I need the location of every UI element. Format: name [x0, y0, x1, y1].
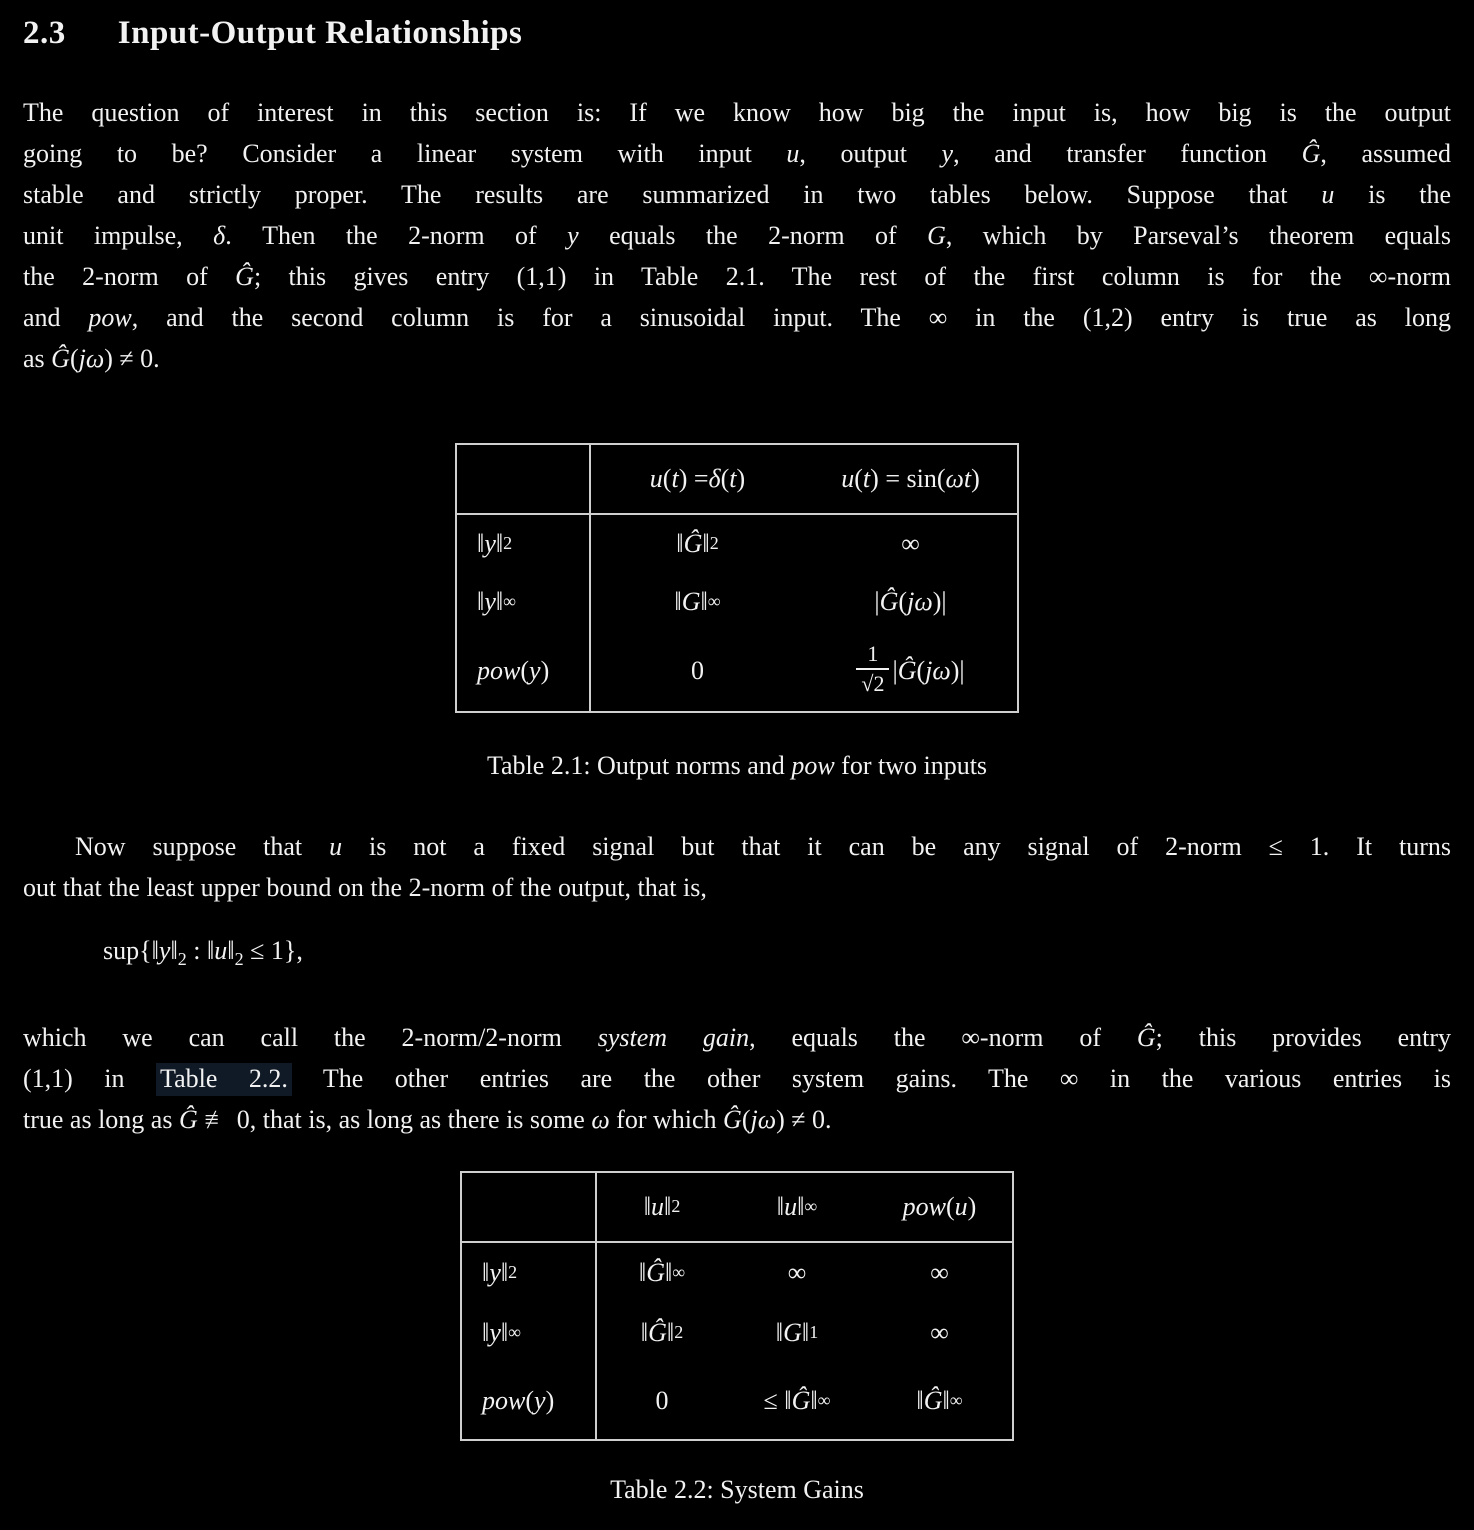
- paragraph-sup-intro: [23, 826, 1451, 908]
- text-segment: ‖: [702, 528, 710, 558]
- table-2-1-caption: [23, 745, 1451, 786]
- text-segment: ∞: [787, 1257, 807, 1287]
- text-segment: pow: [902, 1191, 946, 1221]
- text-segment: ‖: [500, 1257, 509, 1287]
- text-segment: Table 2.1: Output norms and: [486, 750, 792, 780]
- text-segment: ∞: [508, 1322, 522, 1343]
- text-segment: 2: [671, 1196, 681, 1217]
- text-segment: ∞: [707, 591, 721, 612]
- text-segment: (: [520, 655, 530, 685]
- fraction-denominator: √2: [856, 668, 889, 695]
- t21-corner-cell: [457, 445, 591, 515]
- text-segment: 2: [503, 533, 513, 554]
- text-segment: stable and strictly proper. The results are summarized in two tables below. Suppose that: [23, 179, 1322, 209]
- text-line: [23, 867, 1451, 908]
- text-segment: y: [534, 1385, 546, 1415]
- text-segment: u: [214, 935, 228, 965]
- text-segment: u: [649, 463, 663, 493]
- text-segment: sup{‖: [103, 935, 159, 965]
- text-segment: Ĝ: [897, 655, 917, 685]
- text-segment: |: [892, 655, 898, 685]
- text-segment: ‖: [500, 1317, 509, 1347]
- text-segment: ) = sin(: [870, 463, 946, 493]
- text-segment: ; this gives entry (1,1) in Table 2.1. The rest of the first column is for the ∞-norm: [253, 261, 1451, 291]
- text-segment: t: [671, 463, 679, 493]
- fraction: [856, 640, 889, 696]
- text-segment: y: [484, 586, 496, 616]
- t21-row-label-y-2norm: [457, 515, 591, 573]
- text-segment: out that the least upper bound on the 2-norm of the output, that is,: [23, 872, 707, 902]
- text-segment: 0: [691, 655, 704, 685]
- text-segment: is not a fixed signal but that it can be any signal of 2-norm ≤ 1. It turns: [342, 831, 1451, 861]
- t21-cell-r2c1: [591, 573, 804, 631]
- text-segment: ): [736, 463, 746, 493]
- text-segment: 0: [655, 1385, 669, 1415]
- text-segment: y: [489, 1317, 501, 1347]
- t22-cell-r1c1: [597, 1243, 727, 1303]
- text-segment: y: [484, 528, 496, 558]
- text-segment: ; this provides entry: [1155, 1022, 1451, 1052]
- text-segment: for which: [609, 1104, 724, 1134]
- text-line: [23, 1017, 1451, 1058]
- table-2-1: [455, 443, 1019, 713]
- text-segment: which we can call the 2-norm/2-norm: [23, 1022, 598, 1052]
- text-segment: ∞: [804, 1196, 818, 1217]
- text-segment: the 2-norm of: [23, 261, 236, 291]
- t21-header-impulse-input: [591, 445, 804, 515]
- text-segment: u: [786, 138, 800, 168]
- text-segment: jω: [750, 1104, 777, 1134]
- text-segment: ‖: [170, 935, 178, 965]
- text-segment: ‖: [775, 1317, 784, 1347]
- text-segment: ‖: [477, 528, 485, 558]
- text-segment: ∞: [930, 1317, 949, 1347]
- table-2-2: [460, 1171, 1014, 1441]
- text-segment: Ĝ: [235, 261, 254, 291]
- text-segment: ) ≠ 0.: [776, 1104, 832, 1134]
- t22-row-label-pow-y: [462, 1363, 597, 1439]
- text-segment: 2: [508, 1262, 518, 1283]
- t21-header-sine-input: [804, 445, 1017, 515]
- text-segment: ω: [591, 1104, 610, 1134]
- t22-row-label-y-2norm: [462, 1243, 597, 1303]
- text-segment: y: [529, 655, 541, 685]
- text-segment: (: [69, 343, 79, 373]
- text-segment: (: [898, 586, 908, 616]
- text-line: [23, 338, 1451, 379]
- text-segment: Ĝ: [1301, 138, 1321, 168]
- text-segment: ‖: [666, 1317, 675, 1347]
- text-segment: ): [545, 1385, 555, 1415]
- t22-header-pow-u: [867, 1173, 1012, 1243]
- text-segment: Ĝ: [51, 343, 70, 373]
- text-segment: (: [854, 463, 863, 493]
- text-segment: ‖: [776, 1191, 785, 1221]
- text-line: [23, 297, 1451, 338]
- text-segment: pow: [482, 1385, 526, 1415]
- text-segment: Ĝ: [1136, 1022, 1156, 1052]
- text-segment: , equals the ∞-norm of: [749, 1022, 1137, 1052]
- text-segment: Ĝ: [723, 1104, 742, 1134]
- text-segment: ‖: [482, 1257, 490, 1287]
- text-segment: G: [681, 586, 701, 616]
- t22-corner-cell: [462, 1173, 597, 1243]
- t22-cell-r2c1: [597, 1303, 727, 1363]
- text-segment: (: [946, 1191, 955, 1221]
- t21-cell-r3c2: [804, 631, 1017, 711]
- text-segment: ‖: [477, 586, 485, 616]
- text-segment: true as long as: [23, 1104, 179, 1134]
- text-segment: ): [971, 463, 980, 493]
- text-segment: Ĝ: [646, 1257, 665, 1287]
- text-segment: u: [651, 1191, 664, 1221]
- t22-cell-r3c3: [867, 1363, 1012, 1439]
- t22-cell-r2c2: [727, 1303, 867, 1363]
- text-segment: jω: [925, 655, 951, 685]
- text-segment: (: [741, 1104, 751, 1134]
- text-line: [23, 133, 1451, 174]
- text-segment: ‖: [810, 1385, 818, 1415]
- text-segment: u: [954, 1191, 968, 1221]
- text-segment: ‖: [700, 586, 708, 616]
- text-segment: system gain: [597, 1022, 750, 1052]
- t21-row-label-y-infnorm: [457, 573, 591, 631]
- text-segment: ): [540, 655, 550, 685]
- text-segment: )|: [932, 586, 947, 616]
- text-segment: y: [489, 1257, 501, 1287]
- text-segment: ∞: [672, 1262, 686, 1283]
- text-segment: ‖: [495, 528, 504, 558]
- text-segment: u: [784, 1191, 798, 1221]
- text-segment: , which by Parseval’s theorem equals: [945, 220, 1452, 250]
- text-segment: 2: [674, 1322, 684, 1343]
- t21-cell-r2c2: [804, 573, 1017, 631]
- text-segment: 2: [177, 948, 187, 969]
- text-segment: ‖: [664, 1191, 672, 1221]
- t21-row-label-pow-y: [457, 631, 591, 711]
- text-line: [23, 92, 1451, 133]
- text-segment: ): [967, 1191, 977, 1221]
- t22-cell-r2c3: [867, 1303, 1012, 1363]
- text-segment: ≤ 1},: [243, 935, 303, 965]
- text-segment: ≢ 0, that is, as long as there is some: [197, 1104, 592, 1134]
- text-line: [23, 215, 1451, 256]
- t22-header-u-2norm: [597, 1173, 727, 1243]
- text-segment: u: [841, 463, 855, 493]
- text-segment: G: [783, 1317, 802, 1347]
- text-line: [23, 826, 1451, 867]
- text-segment: is the: [1334, 179, 1451, 209]
- text-segment: ∞: [817, 1390, 831, 1411]
- text-segment: Ĝ: [178, 1104, 198, 1134]
- t22-cell-r3c1: [597, 1363, 727, 1439]
- section-title: Input-Output Relationships: [117, 15, 523, 51]
- text-segment: jω: [907, 586, 933, 616]
- text-segment: δ: [708, 463, 721, 493]
- text-segment: ‖: [482, 1317, 490, 1347]
- text-segment: |: [874, 586, 880, 616]
- text-segment: The other entries are the other system gains. The ∞ in the various entries is: [291, 1063, 1451, 1093]
- section-heading: [23, 14, 1451, 54]
- t22-row-label-y-infnorm: [462, 1303, 597, 1363]
- text-segment: unit impulse,: [23, 220, 214, 250]
- text-segment: as: [23, 343, 52, 373]
- fraction-numerator: 1: [867, 640, 879, 666]
- text-segment: (: [916, 655, 926, 685]
- text-segment: pow: [88, 302, 132, 332]
- display-equation-sup: [103, 930, 1451, 980]
- text-segment: Table 2.2: System Gains: [610, 1474, 864, 1504]
- text-segment: (: [525, 1385, 535, 1415]
- text-segment: pow: [477, 655, 521, 685]
- text-segment: ‖: [916, 1385, 924, 1415]
- text-segment: , and the second column is for a sinusoidal input. The ∞ in the (1,2) entry is true as long: [131, 302, 1451, 332]
- text-segment: going to be? Consider a linear system with input: [23, 138, 787, 168]
- section-number: 2.3: [23, 15, 66, 51]
- text-segment: , assumed: [1320, 138, 1451, 168]
- table-2-2-link[interactable]: Table 2.2.: [156, 1063, 292, 1096]
- text-segment: and: [23, 302, 89, 332]
- text-segment: (: [662, 463, 672, 493]
- text-segment: u: [329, 831, 343, 861]
- t22-cell-r3c2: [727, 1363, 867, 1439]
- text-segment: Ĝ: [791, 1385, 811, 1415]
- text-segment: ‖: [643, 1191, 651, 1221]
- text-segment: ) =: [678, 463, 709, 493]
- text-segment: u: [1321, 179, 1335, 209]
- text-segment: ωt: [945, 463, 972, 493]
- text-segment: Now suppose that: [75, 831, 330, 861]
- text-segment: ≤ ‖: [763, 1385, 792, 1415]
- text-segment: ‖: [227, 935, 235, 965]
- text-segment: y: [158, 935, 171, 965]
- t21-cell-r1c2: [804, 515, 1017, 573]
- t21-cell-r1c1: [591, 515, 804, 573]
- text-segment: Ĝ: [683, 528, 703, 558]
- text-segment: ∞: [949, 1390, 963, 1411]
- text-line: [23, 1058, 1451, 1099]
- text-line: [23, 256, 1451, 297]
- text-segment: : ‖: [186, 935, 215, 965]
- text-line: [23, 174, 1451, 215]
- table-2-2-caption: [23, 1469, 1451, 1510]
- text-segment: The question of interest in this section is: If we know how big the input is, how big is the output: [23, 97, 1451, 127]
- text-segment: y: [567, 220, 579, 250]
- text-segment: 2: [234, 948, 244, 969]
- text-segment: ‖: [664, 1257, 673, 1287]
- t22-header-u-infnorm: [727, 1173, 867, 1243]
- text-segment: )|: [950, 655, 965, 685]
- text-segment: t: [729, 463, 737, 493]
- text-segment: ‖: [640, 1317, 649, 1347]
- t21-cell-r3c1: [591, 631, 804, 711]
- text-segment: 1: [809, 1322, 819, 1343]
- text-segment: ) ≠ 0.: [104, 343, 160, 373]
- text-segment: for two inputs: [834, 750, 988, 780]
- text-segment: jω: [78, 343, 105, 373]
- text-segment: ∞: [503, 591, 517, 612]
- text-segment: y: [941, 138, 954, 168]
- text-segment: ∞: [901, 528, 920, 558]
- text-segment: ‖: [495, 586, 504, 616]
- text-segment: ∞: [930, 1257, 949, 1287]
- text-segment: G: [927, 220, 946, 250]
- text-line: [23, 1099, 1451, 1140]
- text-segment: t: [862, 463, 871, 493]
- text-segment: (1,1) in: [23, 1063, 157, 1093]
- text-segment: , output: [799, 138, 942, 168]
- text-segment: 2: [709, 533, 719, 554]
- text-segment: pow: [791, 750, 835, 780]
- t22-cell-r1c3: [867, 1243, 1012, 1303]
- text-segment: . Then the 2-norm of: [225, 220, 568, 250]
- text-segment: ‖: [676, 528, 684, 558]
- text-segment: Ĝ: [648, 1317, 667, 1347]
- text-segment: ‖: [638, 1257, 647, 1287]
- text-segment: (: [720, 463, 730, 493]
- text-segment: , and transfer function: [953, 138, 1302, 168]
- text-segment: ‖: [797, 1191, 805, 1221]
- text-segment: δ: [213, 220, 226, 250]
- text-segment: ‖: [801, 1317, 810, 1347]
- text-segment: ‖: [674, 586, 682, 616]
- text-segment: Ĝ: [923, 1385, 943, 1415]
- text-segment: Ĝ: [879, 586, 899, 616]
- paragraph-system-gain: [23, 1017, 1451, 1140]
- t22-cell-r1c2: [727, 1243, 867, 1303]
- paragraph-intro: [23, 92, 1451, 379]
- text-segment: equals the 2-norm of: [578, 220, 928, 250]
- text-segment: ‖: [942, 1385, 950, 1415]
